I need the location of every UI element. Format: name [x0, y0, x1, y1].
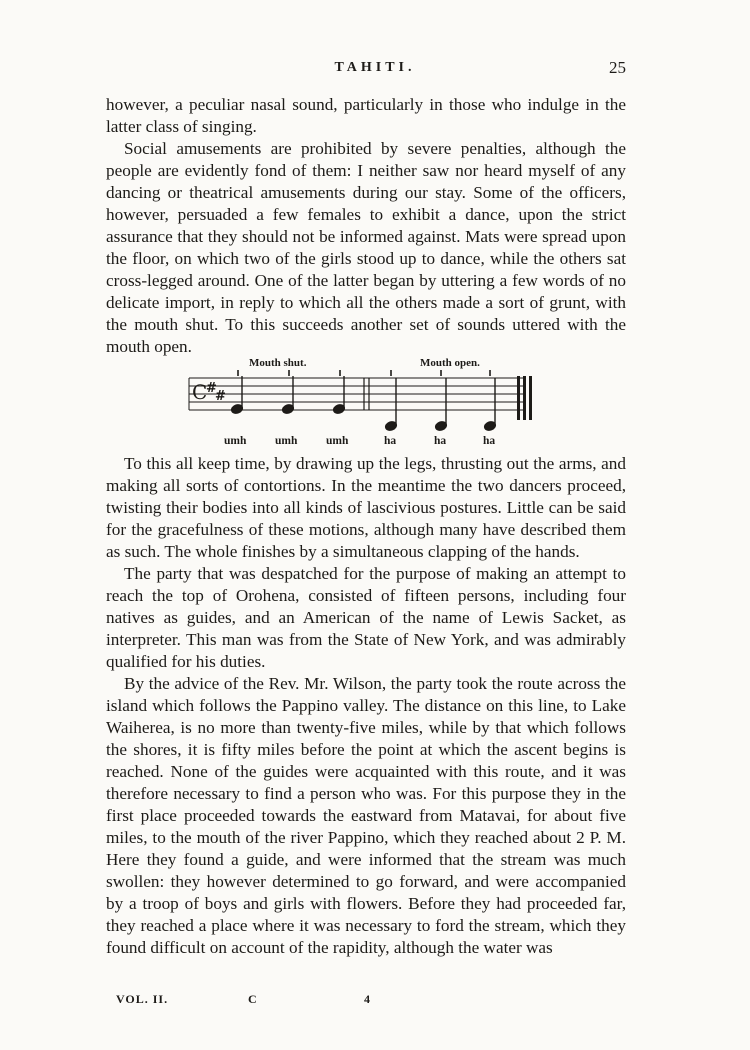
running-title: TAHITI. — [334, 60, 416, 75]
final-barline — [517, 376, 532, 420]
notes-mouth-shut — [230, 376, 345, 415]
body-text-lower — [106, 453, 626, 959]
c-clef-symbol: C — [192, 380, 208, 404]
syllable: ha — [434, 435, 447, 447]
paragraph-party-despatched: The party that was despatched for the purpose of making an attempt to reach the top of Orohena, consisted of fifteen persons, including four natives as guides, and an American of the name of Lewis Sacket, as interpreter. This man was from the State of New York, and was admirably qualified for his duties. — [106, 564, 626, 671]
signature-letter: C — [248, 992, 257, 1006]
page-header — [0, 58, 750, 82]
musical-notation — [186, 354, 556, 448]
paragraph-route: By the advice of the Rev. Mr. Wilson, the party took the route across the island which follows the Pappino valley. The distance on this line, to Lake Waiherea, is no more than twenty-five miles, while by that which follows the shores, it is fifty miles before the point at which the ascent begins is reached. None of the guides were acquainted with this route, and it was therefore necessary to find a person who was. For this purpose they in the first place proceeded towards the eastward from Matavai, for about five miles, to the mouth of the river Pappino, which they reached about 2 P. M. Here they found a guide, and were informed that the stream was much swollen: they however determined to go forward, and were accompanied by a troop of boys and girls with flowers. Before they had proceeded far, they reached a place where it was necessary to ford the stream, which they found difficult on account of the rapidity, although the water was — [106, 674, 626, 957]
page-footer — [0, 992, 750, 1008]
paragraph-keep-time: To this all keep time, by drawing up the legs, thrusting out the arms, and making all sorts of contortions. In the meantime the two dancers proceed, twisting their bodies into all kinds of lascivious postures. Little can be said for the gracefulness of these motions, although many have described them as such. The whole finishes by a simultaneous clapping of the hands. — [106, 454, 626, 561]
paragraph-social-amusements: Social amusements are prohibited by severe penalties, although the people are evidently fond of them: I neither saw nor heard myself of any dancing or theatrical amusements during our stay. Some of the officers, however, persuaded a few females to exhibit a dance, upon the strict assurance that they should not be informed against. Mats were spread upon the floor, on which two of the girls stood up to dance, while the others sat cross-legged around. One of the latter began by uttering a few words of no delicate import, in reply to which all the others made a sort of grunt, with the mouth shut. To this succeeds another set of sounds uttered with the mouth open. — [106, 139, 626, 356]
page-number: 25 — [609, 58, 626, 77]
syllable: umh — [326, 435, 349, 447]
volume-signature: VOL. II. — [116, 992, 169, 1006]
paragraph-continued: however, a peculiar nasal sound, particularly in those who indulge in the latter class of singing. — [106, 95, 626, 136]
sharp-symbol-1: # — [206, 381, 217, 396]
label-mouth-shut: Mouth shut. — [249, 357, 307, 369]
label-mouth-open: Mouth open. — [420, 357, 480, 369]
sharp-symbol-2: # — [215, 389, 226, 404]
body-text-upper — [106, 94, 626, 358]
accent-marks — [238, 370, 490, 376]
syllable: ha — [483, 435, 496, 447]
syllable: umh — [275, 435, 298, 447]
signature-number: 4 — [364, 992, 370, 1006]
syllable: ha — [384, 435, 397, 447]
syllable: umh — [224, 435, 247, 447]
